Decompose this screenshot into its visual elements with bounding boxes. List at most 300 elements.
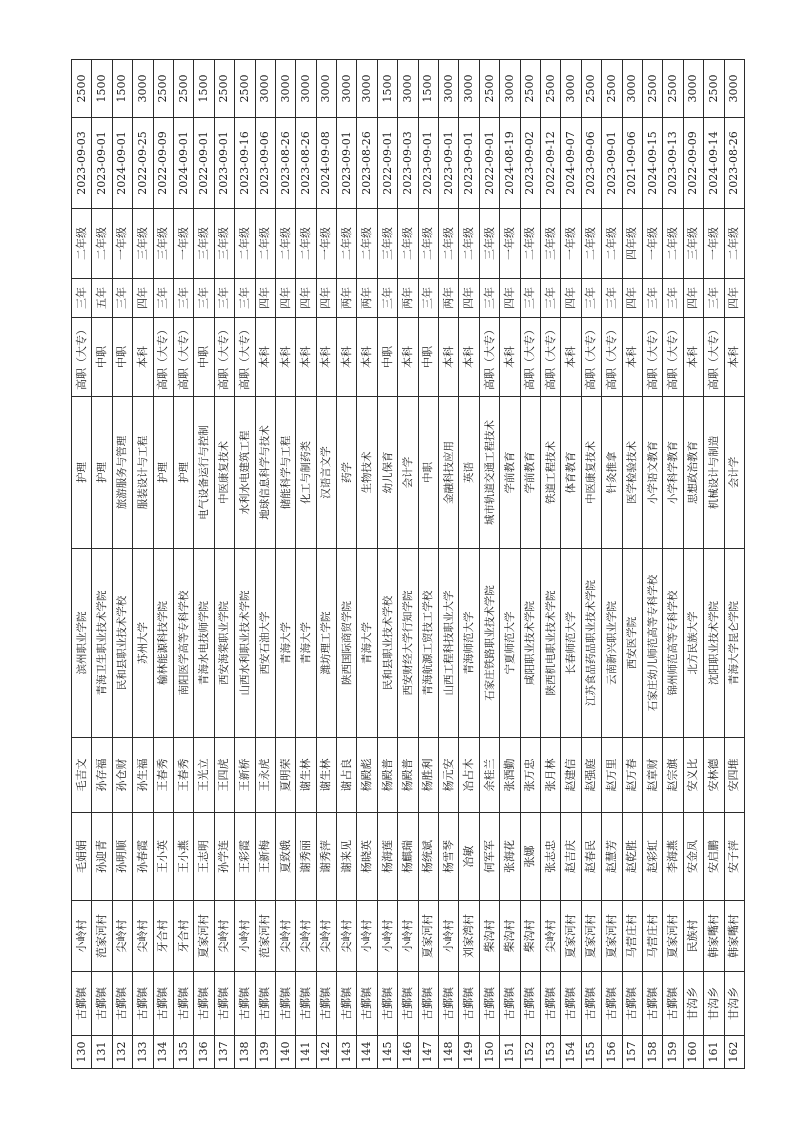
major-cell: 英语 (459, 397, 479, 549)
guardian-name-cell: 张酒勤 (500, 738, 520, 813)
row-number-cell: 146 (398, 1036, 418, 1069)
village-cell: 尖岭村 (316, 901, 336, 972)
enrollment-date-cell: 2022-09-25 (133, 118, 153, 209)
village-cell: 韩家嘴村 (704, 901, 724, 972)
enrollment-date-cell: 2024-09-08 (316, 118, 336, 209)
student-name-cell: 冶敏 (459, 813, 479, 901)
table-row (92, 60, 112, 1069)
village-cell: 刘家湾村 (459, 901, 479, 972)
village-cell: 小岭村 (357, 901, 377, 972)
guardian-name-cell: 安林德 (704, 738, 724, 813)
enrollment-date-cell: 2023-09-13 (663, 118, 683, 209)
school-cell: 长春师范大学 (561, 549, 581, 738)
village-cell: 夏家河村 (418, 901, 438, 972)
guardian-name-cell: 王永虎 (255, 738, 275, 813)
student-name-cell: 安金凤 (683, 813, 703, 901)
education-level-cell: 中职 (377, 318, 397, 397)
program-length-cell: 三年 (153, 279, 173, 318)
enrollment-date-cell: 2022-09-12 (540, 118, 560, 209)
town-cell: 古鄞镇 (642, 972, 662, 1036)
subsidy-amount-cell: 3000 (337, 60, 357, 118)
school-cell: 青海大学昆仑学院 (724, 549, 744, 738)
major-cell: 针灸推拿 (602, 397, 622, 549)
enrollment-date-cell: 2023-09-01 (459, 118, 479, 209)
education-level-cell: 高职（大专） (520, 318, 540, 397)
student-name-cell: 谢秀丽 (296, 813, 316, 901)
school-cell: 山西工程科技职业大学 (439, 549, 459, 738)
program-length-cell: 三年 (479, 279, 499, 318)
program-length-cell: 三年 (173, 279, 193, 318)
major-cell: 学前教育 (500, 397, 520, 549)
row-number-cell: 153 (540, 1036, 560, 1069)
town-cell: 古鄞镇 (255, 972, 275, 1036)
student-subsidy-table (71, 59, 745, 1069)
student-name-cell: 赵春民 (581, 813, 601, 901)
table-row (439, 60, 459, 1069)
student-name-cell: 安启鹏 (704, 813, 724, 901)
education-level-cell: 高职（大专） (479, 318, 499, 397)
program-length-cell: 三年 (602, 279, 622, 318)
town-cell: 古鄞镇 (337, 972, 357, 1036)
guardian-name-cell: 谢生林 (316, 738, 336, 813)
table-row (214, 60, 234, 1069)
education-level-cell: 高职（大专） (704, 318, 724, 397)
table-row (663, 60, 683, 1069)
guardian-name-cell: 孙存福 (92, 738, 112, 813)
row-number-cell: 147 (418, 1036, 438, 1069)
rotated-table-wrapper (71, 60, 741, 1069)
table-row (500, 60, 520, 1069)
program-length-cell: 三年 (194, 279, 214, 318)
guardian-name-cell: 赵万春 (622, 738, 642, 813)
table-row (337, 60, 357, 1069)
student-name-cell: 赵乾胜 (622, 813, 642, 901)
row-number-cell: 143 (337, 1036, 357, 1069)
guardian-name-cell: 杨殿彪 (357, 738, 377, 813)
grade-cell: 二年级 (520, 209, 540, 279)
guardian-name-cell: 赵章财 (642, 738, 662, 813)
town-cell: 古鄞镇 (418, 972, 438, 1036)
row-number-cell: 136 (194, 1036, 214, 1069)
town-cell: 古鄞镇 (133, 972, 153, 1036)
program-length-cell: 三年 (581, 279, 601, 318)
school-cell: 沈阳职业技术学院 (704, 549, 724, 738)
guardian-name-cell: 赵建信 (561, 738, 581, 813)
student-name-cell: 王彩霞 (235, 813, 255, 901)
row-number-cell: 133 (133, 1036, 153, 1069)
program-length-cell: 三年 (704, 279, 724, 318)
program-length-cell: 三年 (418, 279, 438, 318)
grade-cell: 二年级 (418, 209, 438, 279)
education-level-cell: 本科 (724, 318, 744, 397)
school-cell: 北方民族大学 (683, 549, 703, 738)
grade-cell: 一年级 (704, 209, 724, 279)
row-number-cell: 145 (377, 1036, 397, 1069)
grade-cell: 二年级 (275, 209, 295, 279)
student-name-cell: 王志明 (194, 813, 214, 901)
enrollment-date-cell: 2023-09-01 (418, 118, 438, 209)
student-name-cell: 赵慧芳 (602, 813, 622, 901)
student-name-cell: 夏致娥 (275, 813, 295, 901)
grade-cell: 三年级 (133, 209, 153, 279)
table-row (377, 60, 397, 1069)
subsidy-amount-cell: 3000 (275, 60, 295, 118)
grade-cell: 三年级 (194, 209, 214, 279)
grade-cell: 一年级 (500, 209, 520, 279)
program-length-cell: 四年 (133, 279, 153, 318)
major-cell: 体育教育 (561, 397, 581, 549)
subsidy-amount-cell: 3000 (724, 60, 744, 118)
subsidy-amount-cell: 3000 (683, 60, 703, 118)
program-length-cell: 三年 (642, 279, 662, 318)
school-cell: 滨州职业学院 (72, 549, 92, 738)
major-cell: 护理 (173, 397, 193, 549)
table-row (316, 60, 336, 1069)
student-name-cell: 王小英 (153, 813, 173, 901)
table-row (520, 60, 540, 1069)
town-cell: 古鄞镇 (622, 972, 642, 1036)
program-length-cell: 四年 (275, 279, 295, 318)
guardian-name-cell: 王四虎 (214, 738, 234, 813)
program-length-cell: 两年 (337, 279, 357, 318)
subsidy-amount-cell: 1500 (112, 60, 132, 118)
town-cell: 甘沟乡 (683, 972, 703, 1036)
table-body (72, 60, 745, 1069)
major-cell: 铁道工程技术 (540, 397, 560, 549)
village-cell: 尖岭村 (214, 901, 234, 972)
school-cell: 青海师范大学 (459, 549, 479, 738)
grade-cell: 一年级 (112, 209, 132, 279)
village-cell: 尖岭村 (296, 901, 316, 972)
guardian-name-cell: 谢占良 (337, 738, 357, 813)
grade-cell: 二年级 (337, 209, 357, 279)
guardian-name-cell: 杨殿普 (377, 738, 397, 813)
major-cell: 水利水电建筑工程 (235, 397, 255, 549)
enrollment-date-cell: 2024-09-01 (112, 118, 132, 209)
student-name-cell: 谢秀萍 (316, 813, 336, 901)
enrollment-date-cell: 2023-08-26 (724, 118, 744, 209)
table-row (459, 60, 479, 1069)
enrollment-date-cell: 2023-08-26 (357, 118, 377, 209)
town-cell: 古鄞镇 (316, 972, 336, 1036)
enrollment-date-cell: 2021-09-06 (622, 118, 642, 209)
village-cell: 小岭村 (439, 901, 459, 972)
enrollment-date-cell: 2023-09-16 (235, 118, 255, 209)
major-cell: 思想政治教育 (683, 397, 703, 549)
major-cell: 医学检验技术 (622, 397, 642, 549)
education-level-cell: 高职（大专） (153, 318, 173, 397)
education-level-cell: 高职（大专） (173, 318, 193, 397)
village-cell: 柴沟村 (520, 901, 540, 972)
grade-cell: 三年级 (377, 209, 397, 279)
row-number-cell: 149 (459, 1036, 479, 1069)
program-length-cell: 三年 (214, 279, 234, 318)
grade-cell: 三年级 (214, 209, 234, 279)
town-cell: 古鄞镇 (214, 972, 234, 1036)
town-cell: 古鄞镇 (72, 972, 92, 1036)
program-length-cell: 三年 (235, 279, 255, 318)
table-row (561, 60, 581, 1069)
subsidy-amount-cell: 2500 (540, 60, 560, 118)
school-cell: 陕西机电职业技术学院 (540, 549, 560, 738)
town-cell: 古鄞镇 (173, 972, 193, 1036)
guardian-name-cell: 杨元安 (439, 738, 459, 813)
town-cell: 古鄞镇 (377, 972, 397, 1036)
town-cell: 古鄞镇 (194, 972, 214, 1036)
village-cell: 夏家河村 (581, 901, 601, 972)
guardian-name-cell: 孙生福 (133, 738, 153, 813)
education-level-cell: 高职（大专） (540, 318, 560, 397)
enrollment-date-cell: 2024-08-19 (500, 118, 520, 209)
education-level-cell: 高职（大专） (602, 318, 622, 397)
guardian-name-cell: 赵万里 (602, 738, 622, 813)
grade-cell: 一年级 (642, 209, 662, 279)
town-cell: 古鄞镇 (500, 972, 520, 1036)
school-cell: 石家庄幼儿师范高等专科学校 (642, 549, 662, 738)
enrollment-date-cell: 2024-09-07 (561, 118, 581, 209)
table-row (275, 60, 295, 1069)
row-number-cell: 134 (153, 1036, 173, 1069)
education-level-cell: 本科 (296, 318, 316, 397)
enrollment-date-cell: 2022-09-01 (194, 118, 214, 209)
guardian-name-cell: 安四堆 (724, 738, 744, 813)
guardian-name-cell: 谢生林 (296, 738, 316, 813)
grade-cell: 三年级 (540, 209, 560, 279)
subsidy-amount-cell: 2500 (602, 60, 622, 118)
row-number-cell: 151 (500, 1036, 520, 1069)
village-cell: 小岭村 (235, 901, 255, 972)
program-length-cell: 四年 (296, 279, 316, 318)
education-level-cell: 高职（大专） (214, 318, 234, 397)
enrollment-date-cell: 2022-09-09 (153, 118, 173, 209)
grade-cell: 四年级 (622, 209, 642, 279)
major-cell: 护理 (153, 397, 173, 549)
subsidy-amount-cell: 2500 (214, 60, 234, 118)
school-cell: 石家庄铁路职业技术学院 (479, 549, 499, 738)
table-row (357, 60, 377, 1069)
student-name-cell: 孙春霞 (133, 813, 153, 901)
education-level-cell: 高职（大专） (663, 318, 683, 397)
town-cell: 古鄞镇 (153, 972, 173, 1036)
village-cell: 小岭村 (72, 901, 92, 972)
major-cell: 生物技术 (357, 397, 377, 549)
town-cell: 古鄞镇 (398, 972, 418, 1036)
education-level-cell: 高职（大专） (72, 318, 92, 397)
grade-cell: 三年级 (683, 209, 703, 279)
table-row (112, 60, 132, 1069)
guardian-name-cell: 王春秀 (173, 738, 193, 813)
student-name-cell: 张娜 (520, 813, 540, 901)
program-length-cell: 四年 (459, 279, 479, 318)
table-row (72, 60, 92, 1069)
student-name-cell: 谢来见 (337, 813, 357, 901)
student-name-cell: 毛娟娟 (72, 813, 92, 901)
student-name-cell: 张志忠 (540, 813, 560, 901)
village-cell: 民族村 (683, 901, 703, 972)
guardian-name-cell: 杨殿普 (398, 738, 418, 813)
row-number-cell: 141 (296, 1036, 316, 1069)
grade-cell: 二年级 (255, 209, 275, 279)
subsidy-amount-cell: 3000 (398, 60, 418, 118)
school-cell: 南阳医学高等专科学校 (173, 549, 193, 738)
major-cell: 会计学 (724, 397, 744, 549)
row-number-cell: 139 (255, 1036, 275, 1069)
school-cell: 潍坊理工学院 (316, 549, 336, 738)
guardian-name-cell: 杨胜利 (418, 738, 438, 813)
enrollment-date-cell: 2023-09-01 (337, 118, 357, 209)
table-row (418, 60, 438, 1069)
education-level-cell: 本科 (255, 318, 275, 397)
enrollment-date-cell: 2023-09-01 (602, 118, 622, 209)
row-number-cell: 161 (704, 1036, 724, 1069)
program-length-cell: 三年 (112, 279, 132, 318)
row-number-cell: 159 (663, 1036, 683, 1069)
major-cell: 机械设计与制造 (704, 397, 724, 549)
major-cell: 护理 (92, 397, 112, 549)
row-number-cell: 158 (642, 1036, 662, 1069)
guardian-name-cell: 张万忠 (520, 738, 540, 813)
education-level-cell: 本科 (683, 318, 703, 397)
row-number-cell: 137 (214, 1036, 234, 1069)
program-length-cell: 三年 (663, 279, 683, 318)
subsidy-amount-cell: 2500 (663, 60, 683, 118)
grade-cell: 一年级 (316, 209, 336, 279)
guardian-name-cell: 毛吉文 (72, 738, 92, 813)
school-cell: 青海大学 (296, 549, 316, 738)
education-level-cell: 本科 (133, 318, 153, 397)
student-name-cell: 张海花 (500, 813, 520, 901)
town-cell: 古鄞镇 (663, 972, 683, 1036)
school-cell: 青海卫生职业技术学院 (92, 549, 112, 738)
grade-cell: 二年级 (602, 209, 622, 279)
education-level-cell: 本科 (275, 318, 295, 397)
village-cell: 尖岭村 (112, 901, 132, 972)
table-row (704, 60, 724, 1069)
row-number-cell: 154 (561, 1036, 581, 1069)
enrollment-date-cell: 2022-09-01 (479, 118, 499, 209)
education-level-cell: 本科 (398, 318, 418, 397)
row-number-cell: 160 (683, 1036, 703, 1069)
row-number-cell: 138 (235, 1036, 255, 1069)
school-cell: 青海大学 (275, 549, 295, 738)
major-cell: 化工与制药类 (296, 397, 316, 549)
village-cell: 韩家嘴村 (724, 901, 744, 972)
school-cell: 民和县职业技术学校 (377, 549, 397, 738)
program-length-cell: 两年 (439, 279, 459, 318)
program-length-cell: 四年 (622, 279, 642, 318)
student-name-cell: 孙明顺 (112, 813, 132, 901)
education-level-cell: 本科 (439, 318, 459, 397)
enrollment-date-cell: 2023-08-26 (275, 118, 295, 209)
row-number-cell: 162 (724, 1036, 744, 1069)
enrollment-date-cell: 2023-09-02 (520, 118, 540, 209)
town-cell: 甘沟乡 (704, 972, 724, 1036)
grade-cell: 一年级 (173, 209, 193, 279)
grade-cell: 二年级 (581, 209, 601, 279)
table-row (296, 60, 316, 1069)
subsidy-amount-cell: 1500 (194, 60, 214, 118)
guardian-name-cell: 安义比 (683, 738, 703, 813)
table-row (622, 60, 642, 1069)
major-cell: 旅游服务与管理 (112, 397, 132, 549)
table-row (398, 60, 418, 1069)
program-length-cell: 五年 (92, 279, 112, 318)
program-length-cell: 两年 (398, 279, 418, 318)
enrollment-date-cell: 2023-09-06 (581, 118, 601, 209)
grade-cell: 三年级 (479, 209, 499, 279)
subsidy-amount-cell: 2500 (235, 60, 255, 118)
school-cell: 江苏食品药品职业技术学院 (581, 549, 601, 738)
village-cell: 尖岭村 (337, 901, 357, 972)
student-name-cell: 李海燕 (663, 813, 683, 901)
table-row (153, 60, 173, 1069)
school-cell: 宁夏师范大学 (500, 549, 520, 738)
town-cell: 古鄞镇 (275, 972, 295, 1036)
program-length-cell: 四年 (561, 279, 581, 318)
subsidy-amount-cell: 2500 (581, 60, 601, 118)
program-length-cell: 四年 (316, 279, 336, 318)
grade-cell: 一年级 (561, 209, 581, 279)
row-number-cell: 157 (622, 1036, 642, 1069)
subsidy-amount-cell: 2500 (642, 60, 662, 118)
education-level-cell: 中职 (112, 318, 132, 397)
program-length-cell: 四年 (255, 279, 275, 318)
village-cell: 马营庄村 (642, 901, 662, 972)
school-cell: 咸阳职业技术学院 (520, 549, 540, 738)
grade-cell: 二年级 (357, 209, 377, 279)
town-cell: 古鄞镇 (92, 972, 112, 1036)
student-name-cell: 杨海莲 (377, 813, 397, 901)
program-length-cell: 三年 (540, 279, 560, 318)
program-length-cell: 四年 (683, 279, 703, 318)
student-name-cell: 孙迎青 (92, 813, 112, 901)
table-row (724, 60, 744, 1069)
table-row (683, 60, 703, 1069)
major-cell: 中医康复技术 (214, 397, 234, 549)
guardian-name-cell: 夏明荣 (275, 738, 295, 813)
grade-cell: 二年级 (296, 209, 316, 279)
village-cell: 夏家河村 (561, 901, 581, 972)
town-cell: 古鄞镇 (112, 972, 132, 1036)
education-level-cell: 本科 (561, 318, 581, 397)
enrollment-date-cell: 2024-09-14 (704, 118, 724, 209)
row-number-cell: 142 (316, 1036, 336, 1069)
school-cell: 陕西国际商贸学院 (337, 549, 357, 738)
village-cell: 夏家河村 (602, 901, 622, 972)
school-cell: 青海水电技师学院 (194, 549, 214, 738)
student-name-cell: 赵吉庆 (561, 813, 581, 901)
guardian-name-cell: 赵强庭 (581, 738, 601, 813)
subsidy-amount-cell: 3000 (622, 60, 642, 118)
village-cell: 尖岭村 (133, 901, 153, 972)
village-cell: 柴沟村 (479, 901, 499, 972)
student-name-cell: 王新梅 (255, 813, 275, 901)
program-length-cell: 三年 (520, 279, 540, 318)
row-number-cell: 140 (275, 1036, 295, 1069)
village-cell: 夏家河村 (194, 901, 214, 972)
student-name-cell: 何军军 (479, 813, 499, 901)
town-cell: 古鄞镇 (235, 972, 255, 1036)
student-name-cell: 王小燕 (173, 813, 193, 901)
enrollment-date-cell: 2023-09-01 (92, 118, 112, 209)
table-row (235, 60, 255, 1069)
school-cell: 山西水利职业技术学院 (235, 549, 255, 738)
subsidy-amount-cell: 1500 (92, 60, 112, 118)
major-cell: 中医康复技术 (581, 397, 601, 549)
student-name-cell: 孙学连 (214, 813, 234, 901)
education-level-cell: 中职 (418, 318, 438, 397)
school-cell: 青海大学 (357, 549, 377, 738)
